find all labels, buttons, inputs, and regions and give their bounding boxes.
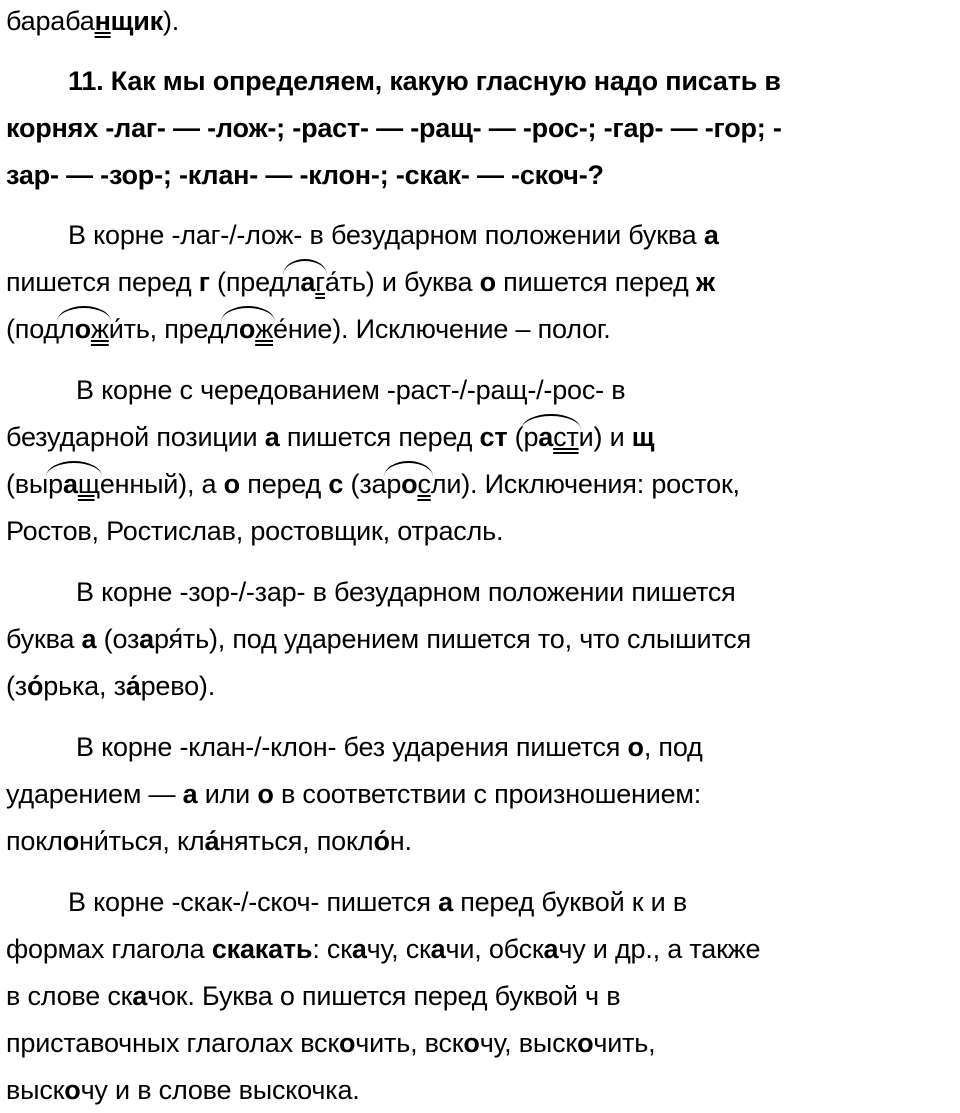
text-run: приставочных глаголах вск bbox=[6, 1028, 339, 1058]
text-run: ст bbox=[553, 422, 579, 452]
text-line bbox=[6, 669, 215, 703]
text-run: о bbox=[463, 1028, 480, 1058]
morpheme-root-arc bbox=[59, 312, 109, 346]
text-line bbox=[6, 932, 760, 966]
text-run: пишется перед bbox=[279, 422, 480, 452]
text-run: перед буквой к и в bbox=[452, 887, 687, 917]
text-run: щ bbox=[631, 422, 655, 452]
text-run: бараба bbox=[6, 6, 95, 36]
text-run: р bbox=[48, 469, 63, 499]
text-run: (з bbox=[6, 671, 27, 701]
text-run: о bbox=[627, 732, 644, 762]
text-line bbox=[6, 312, 611, 346]
text-run: щ bbox=[77, 469, 100, 499]
text-run: а bbox=[543, 934, 559, 964]
text-line bbox=[68, 885, 687, 919]
text-run: няться, покл bbox=[219, 826, 374, 856]
text-run: и) и bbox=[578, 422, 632, 452]
text-line bbox=[6, 420, 654, 454]
text-run: а bbox=[81, 624, 97, 654]
text-line bbox=[6, 622, 751, 656]
text-run: г bbox=[315, 267, 325, 297]
text-run: безударной позиции bbox=[6, 422, 265, 452]
text-run: перед bbox=[239, 469, 329, 499]
text-run: а bbox=[703, 220, 719, 250]
morpheme-root-arc bbox=[223, 312, 273, 346]
text-run: о bbox=[257, 779, 274, 809]
text-run: пишется перед bbox=[6, 267, 199, 297]
text-run: В корне с чередованием -раст-/-ращ-/-рос- в bbox=[76, 375, 626, 405]
text-run: в слове ск bbox=[6, 981, 133, 1011]
text-run: енный), а bbox=[99, 469, 224, 499]
text-line bbox=[6, 777, 701, 811]
morpheme-root-arc bbox=[523, 420, 578, 454]
text-run: (пред bbox=[209, 267, 285, 297]
text-run: а bbox=[139, 624, 154, 654]
text-run: о bbox=[74, 314, 91, 344]
text-run: В корне -скак-/-скоч- пишется bbox=[68, 887, 439, 917]
text-run: а bbox=[182, 779, 198, 809]
text-run: а́ bbox=[204, 826, 220, 856]
text-run: н. bbox=[389, 826, 412, 856]
text-run: ря́ть), под ударением пишется то, что слышится bbox=[154, 624, 752, 654]
text-line bbox=[6, 824, 412, 858]
text-run: : ск bbox=[312, 934, 352, 964]
text-run: ( bbox=[507, 422, 524, 452]
text-run: чок. Буква о пишется перед буквой ч в bbox=[147, 981, 621, 1011]
text-run: зар- — -зор-; -клан- — -клон-; -скак- — -скоч-? bbox=[6, 160, 604, 190]
morpheme-root-arc bbox=[48, 467, 100, 501]
text-line bbox=[6, 158, 604, 192]
text-run: или bbox=[197, 779, 258, 809]
text-run: буква bbox=[6, 624, 82, 654]
text-line bbox=[6, 265, 715, 299]
text-run: корнях -лаг- — -лож-; -раст- — -ращ- — -рос-; -гар- — -гор; - bbox=[6, 113, 782, 143]
text-run: ). bbox=[162, 6, 180, 36]
text-run: р bbox=[386, 469, 402, 499]
text-run: рька, з bbox=[43, 671, 126, 701]
text-run: , под bbox=[643, 732, 703, 762]
text-line bbox=[6, 1026, 655, 1060]
text-run: о́ bbox=[373, 826, 390, 856]
text-run: а bbox=[538, 422, 554, 452]
text-run: о bbox=[577, 1028, 594, 1058]
text-run: щик bbox=[110, 6, 163, 36]
morpheme-root-arc bbox=[285, 265, 325, 299]
text-run: чить, bbox=[593, 1028, 656, 1058]
text-run: 11. Как мы определяем, какую гласную надо писать в bbox=[68, 66, 781, 96]
text-line bbox=[6, 467, 740, 501]
text-line bbox=[6, 979, 620, 1013]
text-line bbox=[76, 730, 703, 764]
text-run: чу, выск bbox=[479, 1028, 578, 1058]
text-run: л bbox=[284, 267, 301, 297]
text-run: скакать bbox=[211, 934, 313, 964]
text-run: о bbox=[62, 826, 80, 856]
text-run: (вы bbox=[6, 469, 49, 499]
text-run: г bbox=[198, 267, 210, 297]
text-run: а bbox=[430, 934, 446, 964]
text-run: выск bbox=[6, 1075, 65, 1105]
text-run: н bbox=[94, 6, 111, 36]
text-run: и́ть, пред bbox=[108, 314, 224, 344]
text-run: р bbox=[523, 422, 539, 452]
text-line bbox=[68, 218, 719, 252]
text-run: а bbox=[132, 981, 148, 1011]
text-run: покл bbox=[6, 826, 63, 856]
text-run: формах глагола bbox=[6, 934, 212, 964]
text-run: о bbox=[338, 1028, 356, 1058]
text-line bbox=[6, 111, 782, 145]
text-run: о́ bbox=[26, 671, 44, 701]
text-run: чу и др., а также bbox=[558, 934, 761, 964]
text-run: чи, обск bbox=[445, 934, 544, 964]
text-line bbox=[76, 373, 625, 407]
text-run: В корне -клан-/-клон- без ударения пишется bbox=[76, 732, 628, 762]
text-run: а bbox=[264, 422, 280, 452]
text-run: ударением — bbox=[6, 779, 183, 809]
text-run: ж bbox=[255, 314, 274, 344]
text-run: а bbox=[62, 469, 78, 499]
text-line bbox=[76, 575, 736, 609]
text-run: о bbox=[223, 469, 240, 499]
text-run: с bbox=[417, 469, 431, 499]
text-run: рево). bbox=[140, 671, 215, 701]
text-run: чу, ск bbox=[366, 934, 431, 964]
text-run: ли). Исключения: росток, bbox=[430, 469, 740, 499]
text-run: е́ние). Исключение – полог. bbox=[273, 314, 611, 344]
text-line bbox=[6, 4, 179, 38]
text-run: (под bbox=[6, 314, 59, 344]
text-run: В корне -зор-/-зар- в безударном положении пишется bbox=[76, 577, 736, 607]
text-run: о bbox=[238, 314, 256, 344]
text-run: (за bbox=[343, 469, 387, 499]
text-run: а bbox=[438, 887, 453, 917]
text-run: пишется перед bbox=[495, 267, 696, 297]
text-run: с bbox=[328, 469, 344, 499]
text-run: ж bbox=[90, 314, 109, 344]
text-run: ж bbox=[695, 267, 715, 297]
text-run: В корне -лаг-/-лож- в безударном положении буква bbox=[68, 220, 704, 250]
text-run: а́ bbox=[125, 671, 141, 701]
text-run: а bbox=[351, 934, 367, 964]
text-run: ст bbox=[479, 422, 508, 452]
text-line bbox=[68, 64, 781, 98]
text-run: чить, вск bbox=[355, 1028, 464, 1058]
text-run: л bbox=[223, 314, 239, 344]
text-line bbox=[6, 1073, 360, 1107]
text-run: в соответствии с произношением: bbox=[273, 779, 702, 809]
text-line bbox=[6, 514, 503, 548]
text-run: Ростов, Ростислав, ростовщик, отрасль. bbox=[6, 516, 504, 546]
morpheme-root-arc bbox=[386, 467, 430, 501]
text-run: ни́ться, кл bbox=[79, 826, 205, 856]
text-run: а bbox=[300, 267, 316, 297]
text-run: о bbox=[401, 469, 418, 499]
text-run: чу и в слове выскочка. bbox=[80, 1075, 360, 1105]
text-run: о bbox=[64, 1075, 81, 1105]
text-run: о bbox=[479, 267, 496, 297]
text-run: а́ть) и буква bbox=[324, 267, 480, 297]
text-run: л bbox=[59, 314, 75, 344]
text-run: (оз bbox=[96, 624, 140, 654]
